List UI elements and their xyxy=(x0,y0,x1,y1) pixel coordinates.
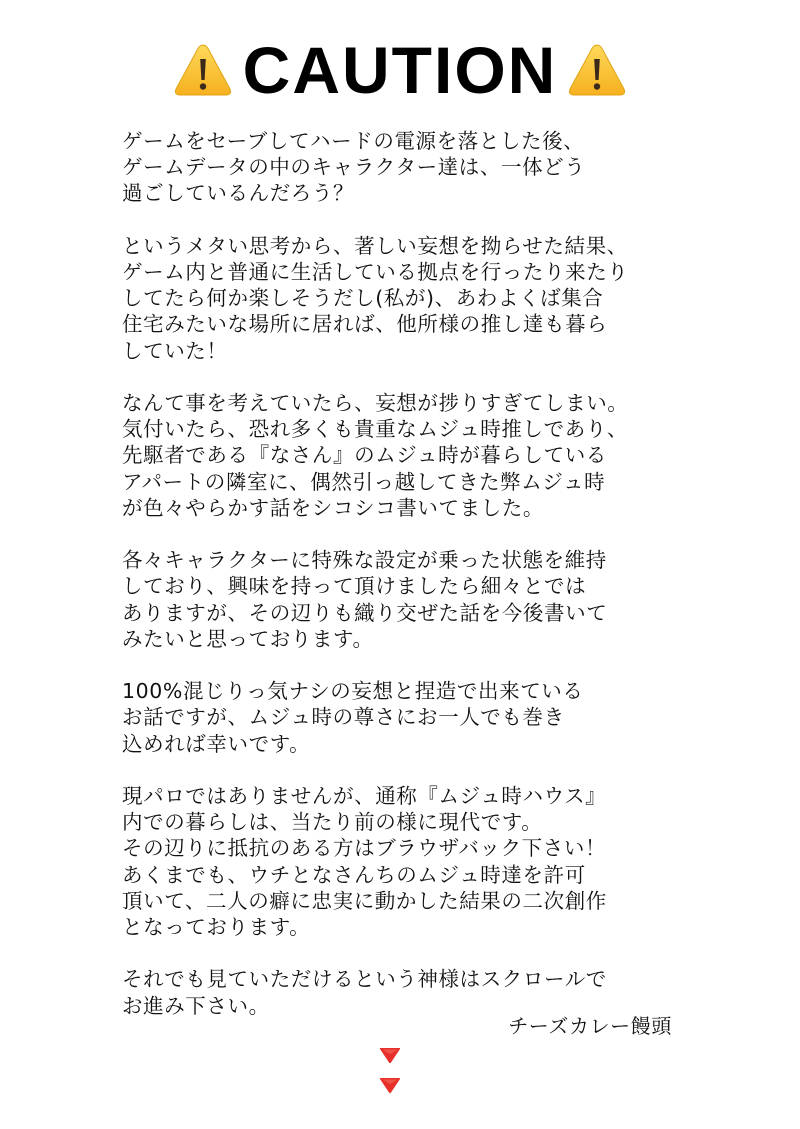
text-line: となっております。 xyxy=(122,915,311,940)
caution-header xyxy=(0,30,800,110)
paragraph xyxy=(122,233,722,364)
text-line: ゲームデータの中のキャラクター達は、一体どう xyxy=(122,155,586,180)
author-signature: チーズカレー饅頭 xyxy=(508,1014,672,1038)
paragraph xyxy=(122,390,722,521)
text-line: 先駆者である『なさん』のムジュ時が暮らしている xyxy=(122,443,607,468)
paragraph xyxy=(122,783,722,940)
text-line: が色々やらかす話をシコシコ書いてました。 xyxy=(122,495,544,520)
warning-icon xyxy=(567,42,627,98)
text-line: していた！ xyxy=(122,338,228,363)
text-line: 現パロではありませんが、通称『ムジュ時ハウス』 xyxy=(122,784,607,808)
text-line: それでも見ていただけるという神様はスクロールで xyxy=(122,967,607,992)
text-line: 100%混じりっ気ナシの妄想と捏造で出来ている xyxy=(122,679,584,704)
text-line: ゲームをセーブしてハードの電源を落とした後、 xyxy=(122,129,585,153)
paragraph xyxy=(122,678,722,757)
paragraph xyxy=(122,128,722,207)
text-line: しており、興味を持って頂けましたら細々とでは xyxy=(122,574,587,599)
text-line: 過ごしているんだろう？ xyxy=(122,181,355,206)
text-line: 内での暮らしは、当たり前の様に現代です。 xyxy=(122,810,543,835)
red-down-triangle-icon xyxy=(379,1076,401,1094)
text-line: お進み下さい。 xyxy=(122,993,270,1018)
caution-title: CAUTION xyxy=(242,33,558,107)
text-line: というメタい思考から、著しい妄想を拗らせた結果、 xyxy=(122,233,628,258)
text-line: 頂いて、二人の癖に忠実に動かした結果の二次創作 xyxy=(122,888,607,913)
text-line: 住宅みたいな場所に居れば、他所様の推し達も暮ら xyxy=(122,312,608,337)
text-line: してたら何か楽しそうだし(私が)、あわよくば集合 xyxy=(122,286,604,311)
text-line: 込めれば幸いです。 xyxy=(122,731,311,756)
text-line: アパートの隣室に、偶然引っ越してきた弊ムジュ時 xyxy=(122,469,606,494)
notice-body xyxy=(122,128,722,1045)
text-line: ありますが、その辺りも織り交ぜた話を今後書いて xyxy=(122,600,608,625)
text-line: 気付いたら、恐れ多くも貴重なムジュ時推しであり、 xyxy=(122,417,628,442)
text-line: あくまでも、ウチとなさんちのムジュ時達を許可 xyxy=(122,862,586,887)
text-line: お話ですが、ムジュ時の尊さにお一人でも巻き xyxy=(122,705,565,730)
warning-icon xyxy=(173,42,233,98)
text-line: 各々キャラクターに特殊な設定が乗った状態を維持 xyxy=(122,548,607,573)
text-line: みたいと思っております。 xyxy=(122,626,374,651)
red-down-triangle-icon xyxy=(379,1046,401,1064)
paragraph xyxy=(122,547,722,652)
text-line: その辺りに抵抗のある方はブラウザバック下さい！ xyxy=(122,836,607,861)
text-line: なんて事を考えていたら、妄想が捗りすぎてしまい。 xyxy=(122,391,629,415)
text-line: ゲーム内と普通に生活している拠点を行ったり来たり xyxy=(122,260,629,284)
